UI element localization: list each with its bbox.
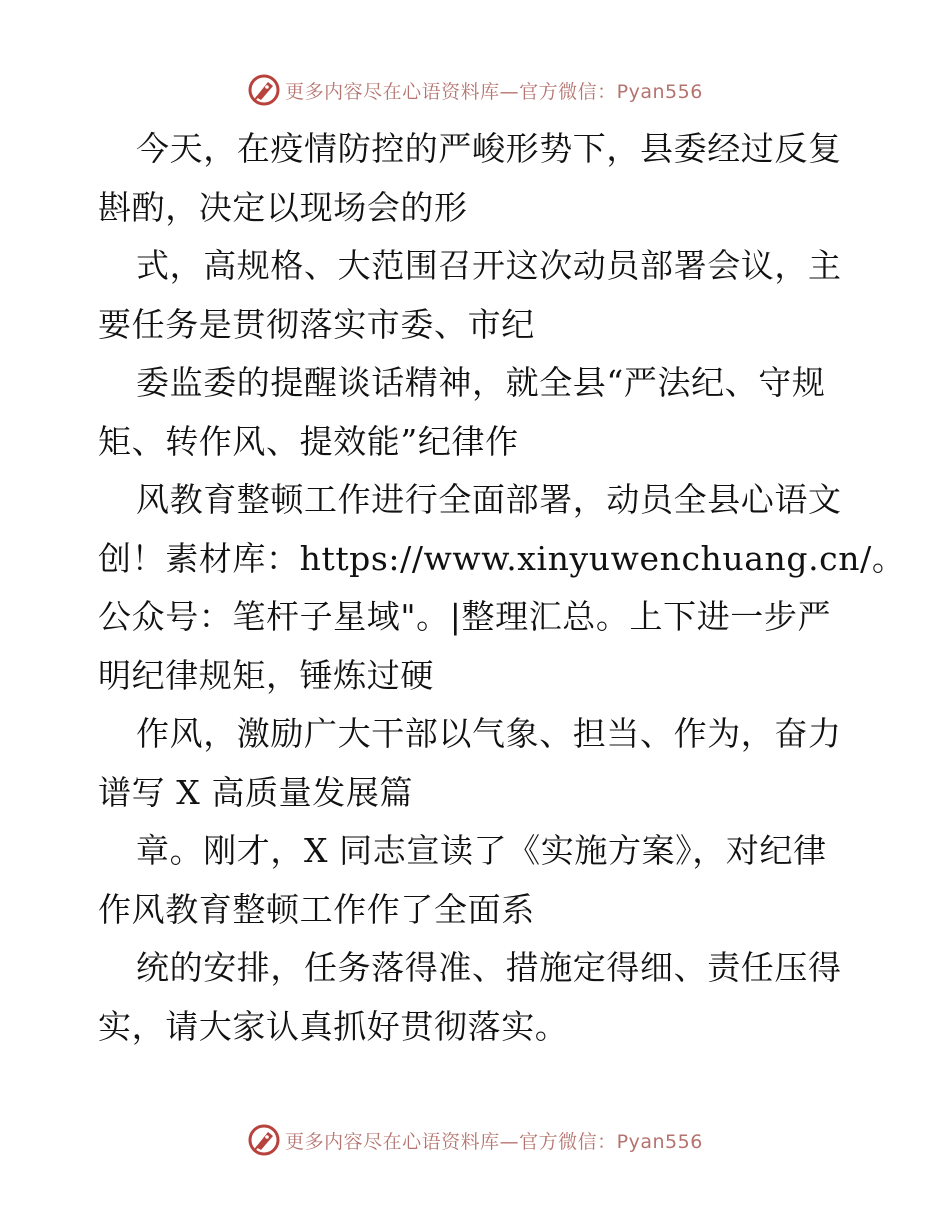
text-line: 明纪律规矩，锤炼过硬 [98,655,434,695]
banner-text: 更多内容尽在心语资料库—官方微信：Pyan556 [285,80,703,103]
text-line: 矩、转作风、提效能”纪律作 [98,421,519,461]
text-line: 式，高规格、大范围召开这次动员部署会议，主 [136,246,842,285]
text-line: 斟酌，决定以现场会的形 [98,187,468,227]
text-line: 公众号：笔杆子星域"。|整理汇总。上下进一步严 [98,597,832,636]
banner-text: 更多内容尽在心语资料库—官方微信：Pyan556 [285,1130,703,1153]
text-line: 委监委的提醒谈话精神，就全县“严法纪、守规 [136,363,826,402]
pen-nib-seal-icon [247,1123,281,1157]
pen-nib-seal-icon [247,73,281,107]
text-line: 要任务是贯彻落实市委、市纪 [98,304,535,344]
header-banner [0,70,950,110]
text-line: 今天，在疫情防控的严峻形势下，县委经过反复 [136,129,842,168]
text-line: 统的安排，任务落得准、措施定得细、责任压得 [136,948,842,987]
text-line: 作风教育整顿工作作了全面系 [98,889,535,929]
text-line: 作风，激励广大干部以气象、担当、作为，奋力 [136,714,842,753]
text-line: 风教育整顿工作进行全面部署，动员全县心语文 [136,480,842,519]
document-body [98,120,906,1056]
text-line: 章。刚才，X 同志宣读了《实施方案》，对纪律 [136,831,827,870]
text-line: 谱写 X 高质量发展篇 [98,772,414,812]
text-line: 创！素材库：https://www.xinyuwenchuang.cn/。 [98,538,906,578]
footer-banner [0,1120,950,1160]
text-line: 实，请大家认真抓好贯彻落实。 [98,1006,569,1046]
